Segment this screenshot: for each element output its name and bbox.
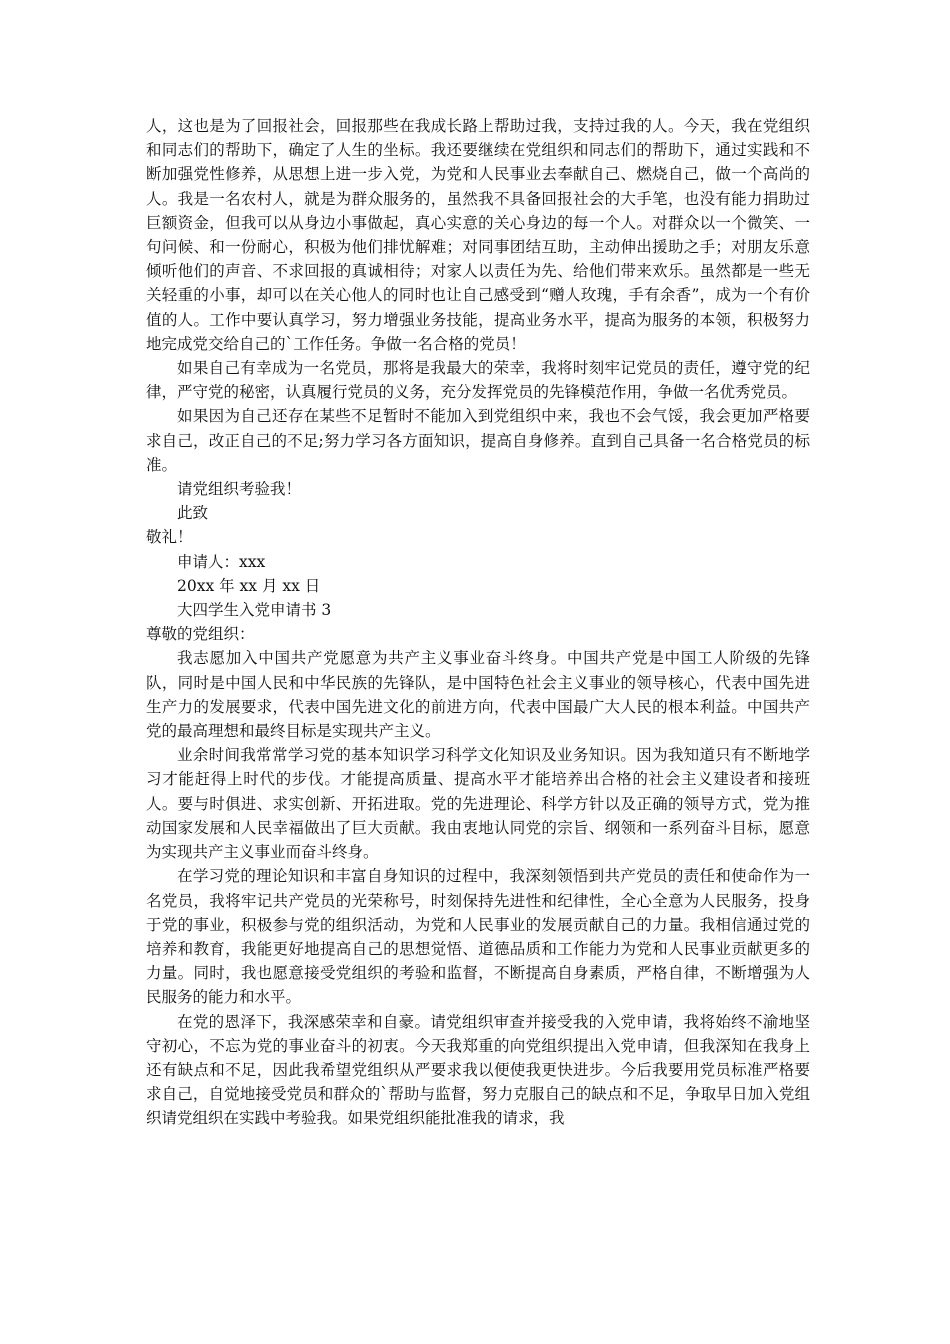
application-date: 20xx 年 xx 月 xx 日 <box>177 576 321 595</box>
closing-cizhi: 此致 <box>177 504 209 523</box>
closing-salute: 敬礼！ <box>146 528 193 547</box>
paragraph-continuation: 人，这也是为了回报社会，回报那些在我成长路上帮助过我，支持过我的人。今天，我在党组织和同志们的帮助下，确定了人生的坐标。我还要继续在党组织和同志们的帮助下，通过实践和不断加强党性修养，从思想上进一步入党，为党和人民事业去奉献自己、燃烧自己，做一个高尚的人。我是一名农村人，就是为群众服务的，虽然我不具备回报社会的大手笔，也没有能力捐助过巨额资金，但我可以从身边小事做起，真心实意的关心身边的每一个人。对群众以一个微笑、一句问候、和一份耐心，积极为他们排忧解难；对同事团结互助，主动伸出援助之手；对朋友乐意倾听他们的声音、不求回报的真诚相待；对家人以责任为先、给他们带来欢乐。虽然都是一些无关轻重的小事，却可以在关心他人的同时也让自己感受到“赠人玫瑰，手有余香”，成为一个有价值的人。工作中要认真学习，努力增强业务技能，提高业务水平，提高为服务的本领，积极努力地完成党交给自己的`工作任务。争做一名合格的党员！ <box>146 117 810 353</box>
salutation: 尊敬的党组织： <box>146 625 255 644</box>
document-page <box>146 114 810 1131</box>
paragraph-volunteer: 我志愿加入中国共产党愿意为共产主义事业奋斗终身。中国共产党是中国工人阶级的先锋队，同时是中国人民和中华民族的先锋队，是中国特色社会主义事业的领导核心，代表中国先进生产力的发展要求，代表中国先进文化的前进方向，代表中国最广大人民的根本利益。中国共产党的最高理想和最终目标是实现共产主义。 <box>146 649 810 741</box>
applicant-name: 申请人：xxx <box>177 552 266 571</box>
paragraph-if-not-accepted: 如果因为自己还存在某些不足暂时不能加入到党组织中来，我也不会气馁，我会更加严格要求自己，改正自己的不足;努力学习各方面知识，提高自身修养。直到自己具备一名合格党员的标准。 <box>146 407 810 474</box>
paragraph-honor: 如果自己有幸成为一名党员，那将是我最大的荣幸，我将时刻牢记党员的责任，遵守党的纪律，严守党的秘密，认真履行党员的义务，充分发挥党员的先锋模范作用，争做一名优秀党员。 <box>146 359 810 402</box>
section-title: 大四学生入党申请书 3 <box>177 601 332 620</box>
paragraph-gratitude: 在党的恩泽下，我深感荣幸和自豪。请党组织审查并接受我的入党申请，我将始终不渝地坚守初心，不忘为党的事业奋斗的初衷。今天我郑重的向党组织提出入党申请，但我深知在我身上还有缺点和不足，因此我希望党组织从严要求我以便使我更快进步。今后我要用党员标准严格要求自己，自觉地接受党员和群众的`帮助与监督，努力克服自己的缺点和不足，争取早日加入党组织请党组织在实践中考验我。如果党组织能批准我的请求，我 <box>146 1012 810 1128</box>
closing-test-me: 请党组织考验我！ <box>177 480 302 499</box>
paragraph-responsibility: 在学习党的理论知识和丰富自身知识的过程中，我深刻领悟到共产党员的责任和使命作为一名党员，我将牢记共产党员的光荣称号，时刻保持先进性和纪律性，全心全意为人民服务，投身于党的事业，积极参与党的组织活动，为党和人民事业的发展贡献自己的力量。我相信通过党的培养和教育，我能更好地提高自己的思想觉悟、道德品质和工作能力为党和人民事业贡献更多的力量。同时，我也愿意接受党组织的考验和监督，不断提高自身素质，严格自律，不断增强为人民服务的能力和水平。 <box>146 867 810 1007</box>
paragraph-study: 业余时间我常常学习党的基本知识学习科学文化知识及业务知识。因为我知道只有不断地学习才能赶得上时代的步伐。才能提高质量、提高水平才能培养出合格的社会主义建设者和接班人。要与时俱进、求实创新、开拓进取。党的先进理论、科学方针以及正确的领导方式，党为推动国家发展和人民幸福做出了巨大贡献。我由衷地认同党的宗旨、纲领和一系列奋斗目标，愿意为实现共产主义事业而奋斗终身。 <box>146 746 810 862</box>
